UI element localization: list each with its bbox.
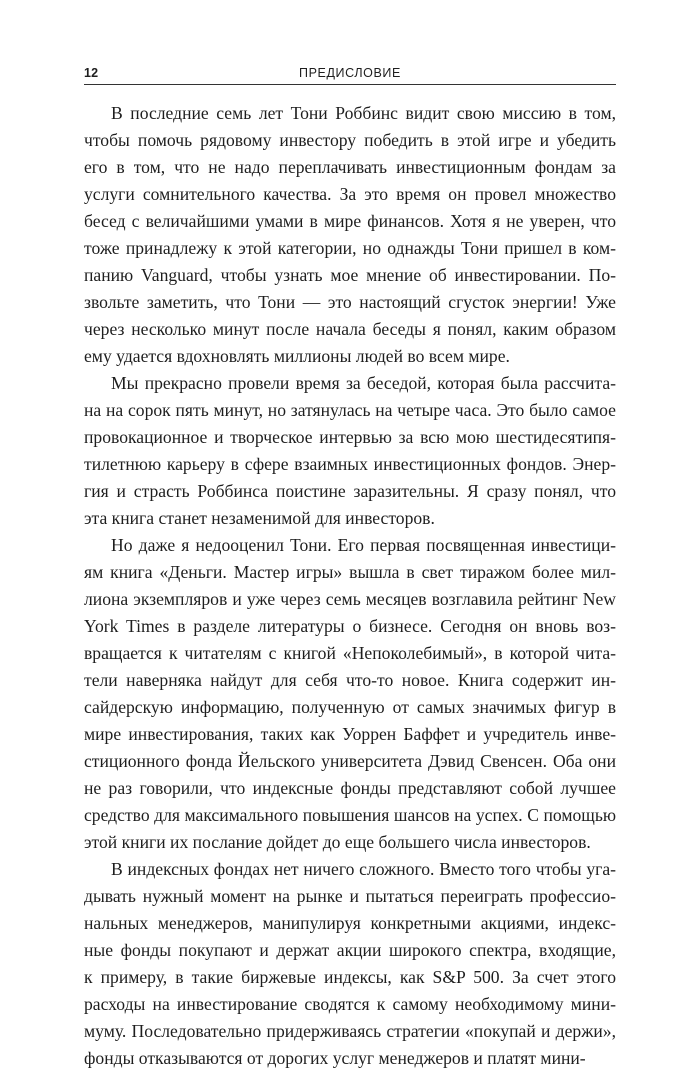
text-line: эта книга станет незаменимой для инвесторов. [84,508,435,528]
text-line: ные фонды покупают и держат акции широкого спектра, входящие, [84,940,616,960]
text-line: чтобы помочь рядовому инвестору победить в этой игре и убедить [84,130,616,150]
text-line: к примеру, в такие биржевые индексы, как S&P 500. За счет этого [84,967,616,987]
text-line: мире инвестирования, таких как Уоррен Баффет и учредитель инве- [84,724,616,744]
text-line: услуги сомнительного качества. За это время он провел множество [84,184,616,204]
text-line: на на сорок пять минут, но затянулась на четыре часа. Это было самое [84,400,616,420]
text-line: нальных менеджеров, манипулируя конкретными акциями, индекс- [84,913,616,933]
text-line: Мы прекрасно провели время за беседой, которая была рассчита- [111,373,616,393]
text-line: панию Vanguard, чтобы узнать мое мнение об инвестировании. По- [84,265,616,285]
text-line: средство для максимального повышения шансов на успех. С помощью [84,805,616,825]
text-line: гия и страсть Роббинса поистине заразительны. Я сразу понял, что [84,481,616,501]
text-line: тели наверняка найдут для себя что-то новое. Книга содержит ин- [84,670,616,690]
text-line: York Times в разделе литературы о бизнесе. Сегодня он вновь воз- [84,616,616,636]
text-line: ему удается вдохновлять миллионы людей во всем мире. [84,346,510,366]
text-line: тоже принадлежу к этой категории, но однажды Тони пришел в ком- [84,238,616,258]
body-text [84,100,616,1072]
running-head [84,66,616,82]
text-line: через несколько минут после начала беседы я понял, каким образом [84,319,616,339]
text-line: провокационное и творческое интервью за всю мою шестидесятипя- [84,427,616,447]
text-line: не раз говорили, что индексные фонды представляют собой лучшее [84,778,616,798]
paragraph [84,856,616,1072]
paragraph [84,532,616,856]
paragraph [84,100,616,370]
page-number: 12 [84,66,99,80]
text-line: дывать нужный момент на рынке и пытаться переиграть профессио- [84,886,616,906]
text-line: Но даже я недооценил Тони. Его первая посвященная инвестици- [111,535,616,555]
text-line: фонды отказываются от дорогих услуг менеджеров и платят мини- [84,1048,586,1068]
text-line: В индексных фондах нет ничего сложного. Вместо того чтобы уга- [111,859,616,879]
text-line: ям книга «Деньги. Мастер игры» вышла в свет тиражом более мил- [84,562,616,582]
text-line: расходы на инвестирование сводятся к самому необходимому мини- [84,994,616,1014]
text-line: сайдерскую информацию, полученную от самых значимых фигур в [84,697,616,717]
paragraph [84,370,616,532]
text-line: звольте заметить, что Тони — это настоящий сгусток энергии! Уже [84,292,616,312]
section-title: ПРЕДИСЛОВИЕ [299,66,401,80]
text-line: стиционного фонда Йельского университета Дэвид Свенсен. Оба они [84,751,616,771]
text-line: бесед с величайшими умами в мире финансов. Хотя я не уверен, что [84,211,616,231]
text-line: этой книги их послание дойдет до еще большего числа инвесторов. [84,832,591,852]
text-line: вращается к читателям с книгой «Непоколебимый», в которой чита- [84,643,616,663]
text-line: тилетнюю карьеру в сфере взаимных инвестиционных фондов. Энер- [84,454,616,474]
text-line: его в том, что не надо переплачивать инвестиционным фондам за [84,157,616,177]
text-line: муму. Последовательно придерживаясь стратегии «покупай и держи», [84,1021,616,1041]
text-line: В последние семь лет Тони Роббинс видит свою миссию в том, [111,103,616,123]
header-rule [84,84,616,85]
text-line: лиона экземпляров и уже через семь месяцев возглавила рейтинг New [84,589,616,609]
